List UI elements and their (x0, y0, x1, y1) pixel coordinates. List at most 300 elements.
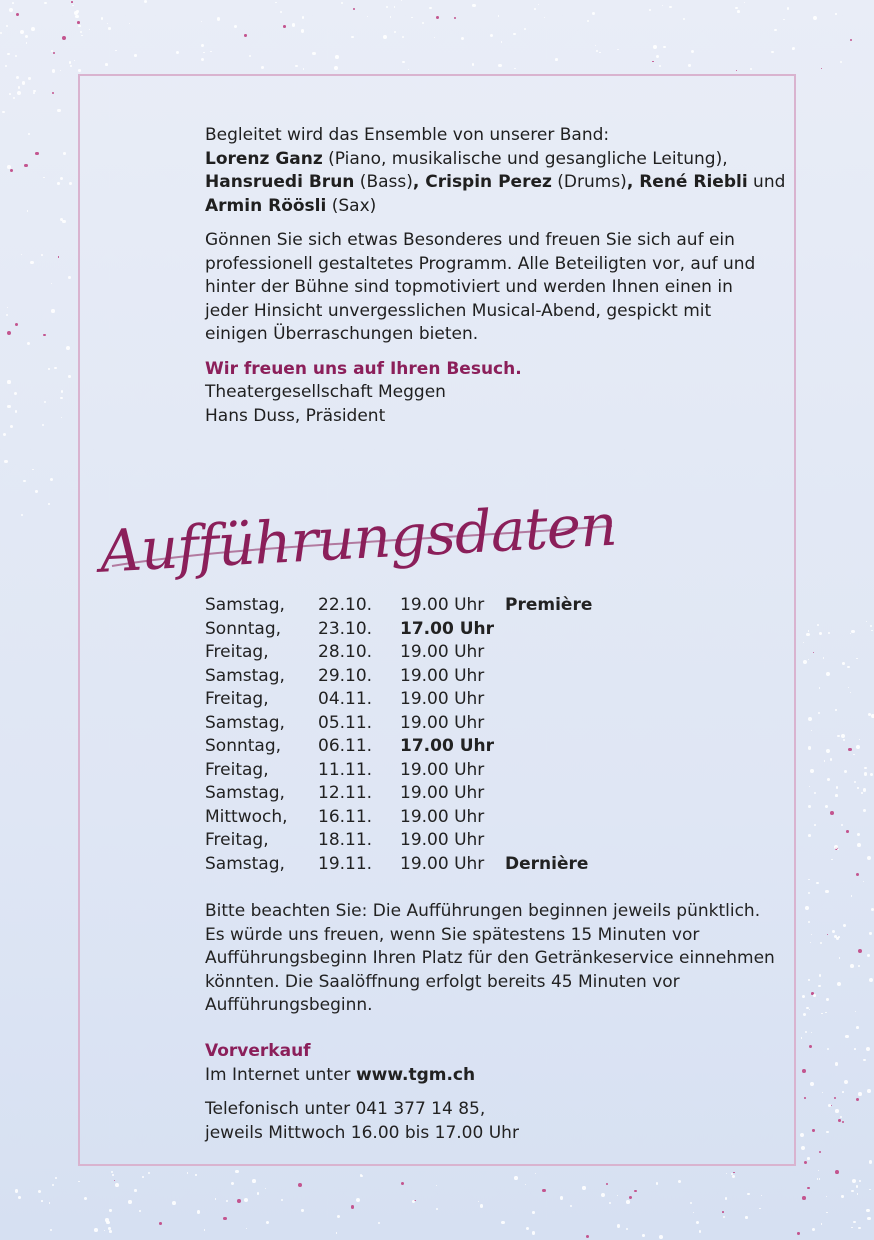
sparkle-dot (867, 856, 871, 860)
sparkle-dot (835, 1109, 839, 1113)
sparkle-dot (863, 809, 866, 812)
date-day: Mittwoch, (205, 806, 288, 827)
sparkle-dot (61, 390, 64, 393)
sparkle-dot (501, 41, 503, 43)
sparkle-dot (62, 36, 66, 40)
sparkle-dot (836, 786, 839, 789)
sparkle-dot (3, 433, 6, 436)
sparkle-dot (401, 0, 402, 1)
sparkle-dot (106, 1221, 109, 1224)
sparkle-dot (109, 1209, 111, 1211)
sparkle-dot (402, 36, 404, 38)
sparkle-dot (797, 1232, 799, 1234)
sparkle-dot (386, 6, 388, 8)
sparkle-dot (812, 1129, 814, 1131)
band-line-3 (205, 195, 805, 219)
sparkle-dot (821, 68, 823, 70)
sparkle-dot (353, 8, 356, 11)
sparkle-dot (808, 630, 810, 632)
sparkle-dot (57, 109, 60, 112)
sparkle-dot (244, 34, 246, 36)
organisation-name: Theatergesellschaft Meggen (205, 382, 446, 402)
sparkle-dot (819, 1178, 821, 1180)
sparkle-dot (275, 2, 277, 4)
presale-section (205, 1040, 785, 1145)
band-member-role: (Bass) (354, 172, 413, 192)
sparkle-dot (827, 1048, 829, 1050)
sparkle-dot (809, 1009, 810, 1010)
closing-accent: Wir freuen uns auf Ihren Besuch. (205, 358, 522, 379)
sparkle-dot (805, 906, 809, 910)
sparkle-dot (813, 652, 814, 653)
sparkle-dot (44, 2, 46, 4)
sparkle-dot (544, 17, 545, 18)
sparkle-dot (266, 1221, 269, 1224)
sparkle-dot (828, 632, 830, 634)
sparkle-dot (75, 15, 78, 18)
sparkle-dot (30, 261, 34, 265)
sparkle-dot (848, 748, 852, 752)
sparkle-dot (187, 1172, 189, 1174)
sparkle-dot (847, 666, 849, 668)
sparkle-dot (139, 1210, 141, 1212)
sparkle-dot (808, 834, 811, 837)
sparkle-dot (101, 17, 103, 19)
sparkle-dot (810, 769, 814, 773)
sparkle-dot (750, 68, 752, 70)
sparkle-dot (857, 843, 861, 847)
sparkle-dot (870, 625, 873, 628)
sparkle-dot (595, 45, 596, 46)
sparkle-dot (18, 1196, 21, 1199)
sparkle-dot (848, 687, 849, 688)
sparkle-dot (27, 342, 30, 345)
sparkle-dot (0, 32, 2, 34)
sparkle-dot (629, 1196, 632, 1199)
date-time: 19.00 Uhr (400, 689, 485, 709)
sparkle-dot (38, 1190, 41, 1193)
band-member-name: Lorenz Ganz (205, 148, 323, 169)
sparkle-dot (80, 31, 82, 33)
sparkle-dot (134, 54, 137, 57)
sparkle-dot (867, 1217, 870, 1220)
sparkle-dot (725, 1197, 728, 1200)
sparkle-dot (761, 1195, 762, 1196)
sparkle-dot (351, 1205, 354, 1208)
sparkle-dot (44, 401, 47, 404)
sparkle-dot (856, 1098, 859, 1101)
sparkle-dot (31, 27, 35, 31)
sparkle-dot (803, 1013, 806, 1016)
sparkle-dot (383, 35, 387, 39)
sparkle-dot (808, 746, 812, 750)
sparkle-dot (422, 22, 424, 24)
date-day: Freitag, (205, 689, 269, 709)
sparkle-dot (816, 882, 818, 884)
sparkle-dot (60, 177, 63, 180)
sparkle-dot (24, 164, 28, 168)
date-time: 19.00 Uhr (400, 830, 485, 850)
sparkle-dot (402, 61, 405, 64)
sparkle-dot (52, 69, 55, 72)
sparkle-dot (693, 1212, 694, 1213)
sparkle-dot (52, 92, 54, 94)
sparkle-dot (823, 657, 824, 658)
sparkle-dot (17, 91, 21, 95)
sparkle-dot (851, 895, 853, 897)
sparkle-dot (656, 1182, 659, 1185)
sparkle-dot (859, 739, 860, 740)
sparkle-dot (745, 1216, 747, 1218)
sparkle-dot (335, 55, 339, 59)
sparkle-dot (66, 346, 70, 350)
sparkle-dot (735, 7, 738, 10)
sparkle-dot (617, 1224, 620, 1227)
sparkle-dot (855, 1011, 856, 1012)
sparkle-dot (863, 1059, 866, 1062)
sparkle-dot (436, 1208, 438, 1210)
sparkle-dot (68, 375, 71, 378)
sparkle-dot (429, 7, 432, 10)
sparkle-dot (10, 425, 13, 428)
sparkle-dot (341, 2, 343, 4)
sparkle-dot (57, 182, 60, 185)
sparkle-dot (312, 52, 316, 56)
sparkle-dot (814, 824, 816, 826)
sparkle-dot (292, 23, 296, 27)
sparkle-dot (6, 314, 8, 316)
date-time: 19.00 Uhr (400, 806, 485, 827)
sparkle-dot (115, 50, 117, 52)
sparkle-dot (48, 503, 50, 505)
date-time: 19.00 Uhr (400, 759, 485, 780)
sparkle-dot (812, 1228, 815, 1231)
sparkle-dot (659, 1235, 663, 1239)
sparkle-dot (401, 1182, 404, 1185)
sparkle-dot (811, 1032, 812, 1033)
sparkle-dot (334, 66, 338, 70)
presale-online (205, 1064, 785, 1088)
sparkle-dot (723, 1216, 725, 1218)
sparkle-dot (826, 1131, 828, 1133)
sparkle-dot (813, 994, 816, 997)
sparkle-dot (58, 256, 60, 258)
sparkle-dot (606, 1183, 608, 1185)
sparkle-dot (54, 367, 56, 369)
sparkle-dot (688, 64, 690, 66)
sparkle-dot (586, 1235, 589, 1238)
sparkle-dot (856, 873, 859, 876)
sparkle-dot (78, 1181, 80, 1183)
sparkle-dot (809, 1045, 812, 1048)
sparkle-dot (32, 469, 33, 470)
sparkle-dot (809, 786, 810, 787)
sparkle-dot (60, 397, 63, 400)
sparkle-dot (514, 68, 515, 69)
sparkle-dot (23, 480, 25, 482)
sparkle-dot (302, 16, 305, 19)
sparkle-dot (819, 974, 822, 977)
sparkle-dot (63, 152, 66, 155)
sparkle-dot (626, 1228, 628, 1230)
band-member-name: Hansruedi Brun (205, 172, 355, 192)
sparkle-dot (744, 2, 745, 3)
sparkle-dot (802, 1069, 806, 1073)
sparkle-dot (804, 1097, 806, 1099)
sparkle-dot (28, 77, 30, 79)
sparkle-dot (869, 978, 873, 982)
sparkle-dot (52, 1184, 54, 1186)
sparkle-dot (869, 1160, 872, 1163)
sparkle-dot (582, 1186, 585, 1189)
sparkle-dot (159, 1222, 162, 1225)
sparkle-dot (841, 1195, 843, 1197)
sparkle-dot (60, 70, 61, 71)
sparkle-dot (226, 1200, 228, 1202)
sparkle-dot (351, 36, 353, 38)
sparkle-dot (41, 1200, 43, 1202)
sparkle-dot (808, 805, 811, 808)
sparkle-dot (609, 1202, 611, 1204)
sparkle-dot (50, 478, 53, 481)
sparkle-dot (808, 892, 810, 894)
date-day: Freitag, (205, 830, 269, 850)
sparkle-dot (15, 410, 18, 413)
sparkle-dot (587, 20, 589, 22)
sparkle-dot (839, 957, 840, 958)
sparkle-dot (281, 1199, 283, 1201)
sparkle-dot (148, 1172, 150, 1174)
sparkle-dot (50, 1229, 52, 1231)
presale-website-link[interactable]: www.tgm.ch (355, 1064, 476, 1085)
sparkle-dot (411, 17, 413, 19)
sparkle-dot (759, 1208, 760, 1209)
sparkle-dot (51, 309, 55, 313)
sparkle-dot (866, 1047, 870, 1051)
sparkle-dot (412, 1200, 415, 1203)
sparkle-dot (42, 424, 44, 426)
sparkle-dot (854, 781, 856, 783)
sparkle-dot (20, 30, 24, 34)
sparkle-dot (246, 1228, 247, 1229)
sparkle-dot (217, 17, 221, 21)
sparkle-dot (68, 276, 71, 279)
sparkle-dot (10, 169, 13, 172)
band-line-1 (205, 148, 805, 172)
sparkle-dot (656, 55, 659, 58)
sparkle-dot (144, 0, 147, 3)
sparkle-dot (863, 881, 864, 882)
sparkle-dot (43, 177, 44, 178)
sparkle-dot (111, 1171, 113, 1173)
sparkle-dot (72, 5, 73, 6)
sparkle-dot (534, 8, 536, 10)
band-member-name: , René Riebli (626, 172, 748, 192)
sparkle-dot (803, 660, 807, 664)
sparkle-dot (653, 45, 657, 49)
sparkle-dot (21, 514, 23, 516)
sparkle-dot (62, 220, 66, 224)
sparkle-dot (9, 93, 11, 95)
sparkle-dot (800, 1133, 804, 1137)
sparkle-dot (7, 380, 10, 383)
sparkle-dot (662, 5, 663, 6)
sparkle-dot (837, 849, 838, 850)
signatory: Hans Duss, Präsident (205, 405, 386, 426)
sparkle-dot (336, 1232, 338, 1234)
sparkle-dot (71, 1, 73, 3)
sparkle-dot (41, 254, 43, 256)
sparkle-dot (436, 1185, 437, 1186)
sparkle-dot (142, 1176, 144, 1178)
sparkle-dot (821, 1013, 823, 1015)
sparkle-dot (197, 1210, 200, 1213)
sparkle-dot (842, 1091, 844, 1093)
sparkle-dot (801, 1037, 803, 1039)
sparkle-dot (853, 1221, 856, 1224)
sparkle-dot (867, 954, 870, 957)
sparkle-dot (27, 210, 29, 212)
sparkle-dot (176, 51, 179, 54)
sparkle-dot (461, 37, 464, 40)
sparkle-dot (498, 64, 502, 68)
sparkle-dot (472, 63, 474, 65)
sparkle-dot (696, 1221, 699, 1224)
sparkle-dot (526, 1227, 529, 1230)
sparkle-dot (649, 9, 651, 11)
sparkle-dot (223, 1217, 227, 1221)
date-note: Dernière (505, 853, 589, 874)
sparkle-dot (112, 1174, 114, 1176)
date-date: 12.11. (318, 783, 373, 803)
sparkle-dot (819, 687, 821, 689)
sparkle-dot (826, 1196, 827, 1197)
sparkle-dot (818, 1170, 819, 1171)
sparkle-dot (234, 25, 237, 28)
band-member-role: (Piano, musikalische und gesangliche Leitung), (322, 148, 728, 169)
sparkle-dot (18, 86, 20, 88)
sparkle-dot (596, 50, 599, 53)
sparkle-dot (820, 942, 822, 944)
sparkle-dot (195, 1174, 196, 1175)
sparkle-dot (857, 1193, 858, 1194)
sparkle-dot (805, 1031, 807, 1033)
sparkle-dot (215, 1198, 217, 1200)
sparkle-dot (436, 16, 439, 19)
sparkle-dot (857, 833, 860, 836)
sparkle-dot (7, 331, 11, 335)
sparkle-dot (524, 28, 526, 30)
sparkle-dot (28, 133, 30, 135)
sparkle-dot (9, 8, 13, 12)
date-date: 28.10. (318, 642, 373, 662)
sparkle-dot (498, 15, 500, 17)
sparkle-dot (490, 34, 493, 37)
sparkle-dot (434, 37, 435, 38)
section-title-text: Aufführungsdaten (98, 490, 618, 586)
sparkle-dot (831, 859, 832, 860)
sparkle-dot (733, 1172, 734, 1173)
sparkle-dot (844, 770, 847, 773)
date-time: 17.00 Uhr (400, 618, 494, 639)
section-title (92, 486, 632, 596)
sparkle-dot (261, 66, 264, 69)
sparkle-dot (841, 824, 843, 826)
sparkle-dot (78, 25, 81, 28)
sparkle-dot (257, 1192, 260, 1195)
band-member-name: Armin Röösli (205, 195, 327, 216)
sparkle-dot (570, 1205, 573, 1208)
sparkle-dot (109, 1230, 112, 1233)
sparkle-dot (53, 52, 55, 54)
date-day: Samstag, (205, 665, 285, 686)
sparkle-dot (16, 13, 19, 16)
sparkle-dot (808, 879, 809, 880)
sparkle-dot (863, 788, 866, 791)
sparkle-dot (832, 930, 835, 933)
sparkle-dot (826, 672, 830, 676)
sparkle-dot (532, 1211, 535, 1214)
sparkle-dot (478, 1201, 479, 1202)
sparkle-dot (827, 778, 830, 781)
sparkle-dot (134, 1189, 137, 1192)
sparkle-dot (105, 63, 108, 66)
sparkle-dot (367, 16, 368, 17)
date-time: 19.00 Uhr (400, 712, 485, 733)
sparkle-dot (835, 1062, 839, 1066)
sparkle-dot (802, 1196, 806, 1200)
sparkle-dot (683, 18, 685, 20)
sparkle-dot (807, 1187, 809, 1189)
sparkle-dot (617, 49, 618, 50)
sparkle-dot (842, 662, 845, 665)
date-day: Samstag, (205, 783, 285, 803)
sparkle-dot (856, 658, 858, 660)
sparkle-dot (821, 1223, 822, 1224)
sparkle-dot (394, 31, 396, 33)
sparkle-dot (2, 111, 5, 114)
sparkle-dot (12, 2, 14, 4)
sparkle-dot (231, 1182, 234, 1185)
sparkle-dot (831, 1105, 832, 1106)
sparkle-dot (13, 97, 15, 99)
sparkle-dot (867, 1089, 871, 1093)
sparkle-dot (542, 1189, 546, 1193)
sparkle-dot (408, 69, 409, 70)
sparkle-dot (61, 417, 62, 418)
sparkle-dot (48, 368, 49, 369)
sparkle-dot (869, 932, 871, 934)
sparkle-dot (298, 1183, 302, 1187)
sparkle-dot (808, 659, 809, 660)
sparkle-dot (854, 1048, 856, 1050)
sparkle-dot (858, 965, 860, 967)
intro-section (205, 124, 805, 428)
date-day: Freitag, (205, 759, 269, 780)
sparkle-dot (825, 1012, 826, 1013)
band-intro: Begleitet wird das Ensemble von unserer Band: (205, 125, 610, 145)
sparkle-dot (835, 1170, 839, 1174)
sparkle-dot (841, 734, 845, 738)
sparkle-dot (4, 460, 7, 463)
date-day: Samstag, (205, 712, 285, 733)
sparkle-dot (81, 35, 83, 37)
sparkle-dot (871, 630, 873, 632)
sparkle-dot (722, 1211, 724, 1213)
sparkle-dot (843, 924, 846, 927)
sparkle-dot (642, 1234, 645, 1237)
sparkle-dot (360, 1174, 362, 1176)
